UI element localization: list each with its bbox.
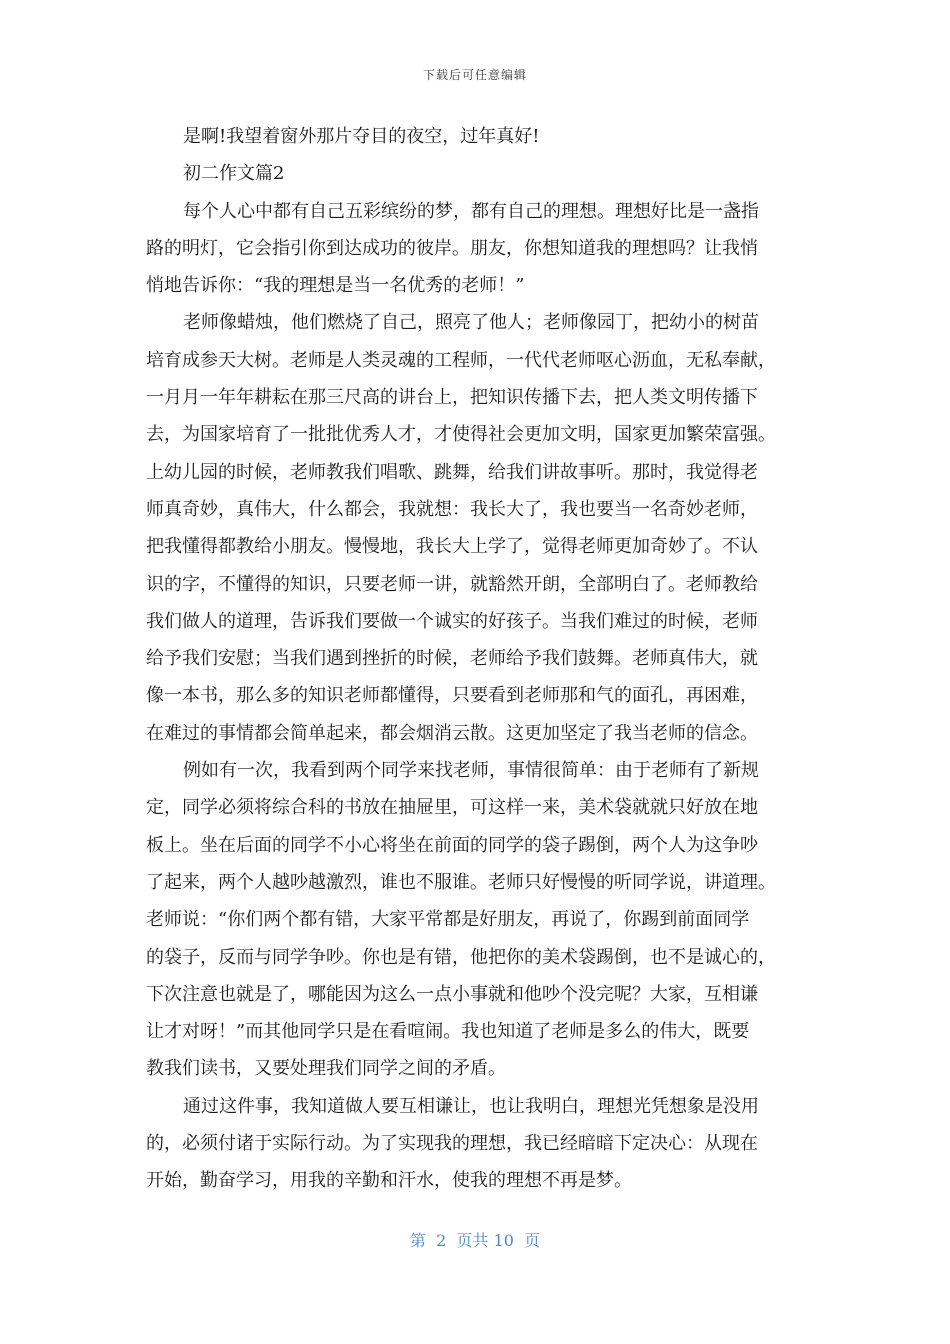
text-line: 培育成参天大树。老师是人类灵魂的工程师，一代代老师呕心沥血，无私奉献，	[146, 349, 776, 371]
text-line: 路的明灯，它会指引你到达成功的彼岸。朋友，你想知道我的理想吗？让我悄	[146, 237, 758, 259]
text-line: 我们做人的道理，告诉我们要做一个诚实的好孩子。当我们难过的时候，老师	[146, 610, 758, 632]
page-header: 下载后可任意编辑	[422, 68, 527, 82]
page-number-footer: 第 2 页共 10 页	[409, 1231, 541, 1250]
text-line: 初二作文篇2	[183, 163, 285, 185]
text-line: 例如有一次，我看到两个同学来找老师，事情很简单：由于老师有了新规	[183, 760, 759, 782]
text-line: 把我懂得都教给小朋友。慢慢地，我长大上学了，觉得老师更加奇妙了。不认	[146, 536, 758, 558]
text-line: 开始，勤奋学习，用我的辛勤和汗水，使我的理想不再是梦。	[146, 1170, 632, 1192]
text-line: 师真奇妙，真伟大，什么都会，我就想：我长大了，我也要当一名奇妙老师，	[146, 498, 758, 520]
text-line: 去，为国家培育了一批批优秀人才，才使得社会更加文明，国家更加繁荣富强。	[146, 424, 776, 446]
text-line: 老师像蜡烛，他们燃烧了自己，照亮了他人；老师像园丁，把幼小的树苗	[183, 312, 759, 334]
text-line: 每个人心中都有自己五彩缤纷的梦，都有自己的理想。理想好比是一盏指	[183, 200, 759, 222]
text-line: 定，同学必须将综合科的书放在抽屉里，可这样一来，美术袋就就只好放在地	[146, 797, 758, 819]
text-line: 板上。坐在后面的同学不小心将坐在前面的同学的袋子踢倒，两个人为这争吵	[146, 834, 758, 856]
text-line: 悄地告诉你：“我的理想是当一名优秀的老师！”	[146, 275, 525, 297]
text-line: 下次注意也就是了，哪能因为这么一点小事就和他吵个没完呢？大家，互相谦	[146, 983, 758, 1005]
text-line: 给予我们安慰；当我们遇到挫折的时候，老师给予我们鼓舞。老师真伟大，就	[146, 648, 758, 670]
text-line: 的袋子，反而与同学争吵。你也是有错，他把你的美术袋踢倒，也不是诚心的，	[146, 946, 776, 968]
text-line: 让才对呀！”而其他同学只是在看喧闹。我也知道了老师是多么的伟大，既要	[146, 1021, 750, 1043]
text-line: 通过这件事，我知道做人要互相谦让，也让我明白，理想光凭想象是没用	[183, 1095, 759, 1117]
text-line: 像一本书，那么多的知识老师都懂得，只要看到老师那和气的面孔，再困难，	[146, 685, 758, 707]
text-line: 识的字，不懂得的知识，只要老师一讲，就豁然开朗，全部明白了。老师教给	[146, 573, 758, 595]
text-line: 是啊!我望着窗外那片夺目的夜空，过年真好!	[183, 126, 540, 147]
text-line: 教我们读书，又要处理我们同学之间的矛盾。	[146, 1058, 506, 1080]
text-line: 在难过的事情都会简单起来，都会烟消云散。这更加坚定了我当老师的信念。	[146, 722, 758, 744]
text-line: 的，必须付诸于实际行动。为了实现我的理想，我已经暗暗下定决心：从现在	[146, 1133, 758, 1155]
document-body	[146, 118, 806, 1200]
text-line: 上幼儿园的时候，老师教我们唱歌、跳舞，给我们讲故事听。那时，我觉得老	[146, 461, 758, 483]
text-line: 一月月一年年耕耘在那三尺高的讲台上，把知识传播下去，把人类文明传播下	[146, 387, 758, 409]
text-line: 老师说：“你们两个都有错，大家平常都是好朋友，再说了，你踢到前面同学	[146, 909, 750, 931]
text-line: 了起来，两个人越吵越激烈，谁也不服谁。老师只好慢慢的听同学说，讲道理。	[146, 871, 776, 893]
